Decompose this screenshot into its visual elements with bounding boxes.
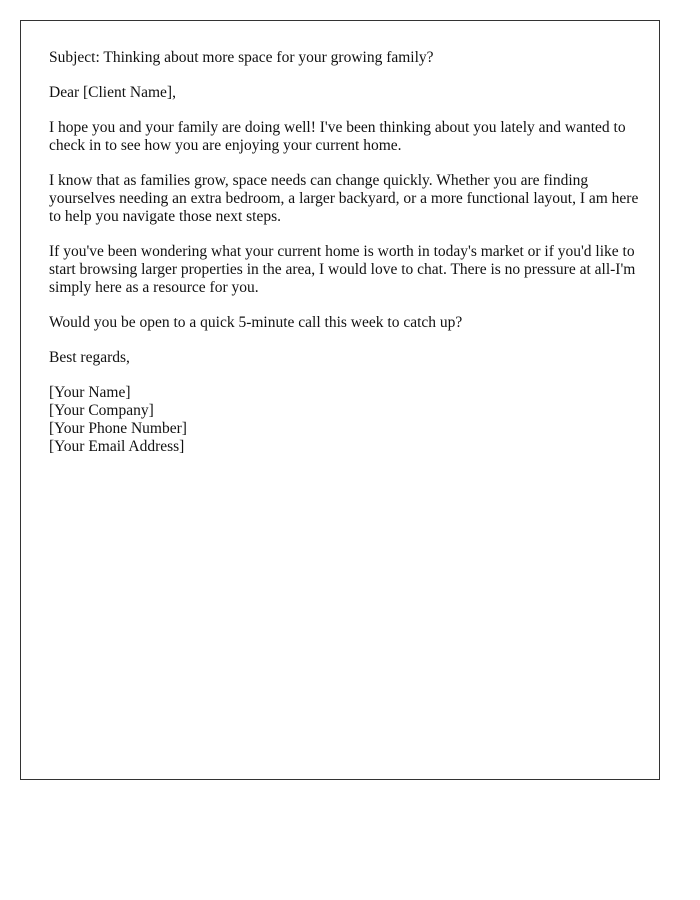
subject-line: Subject: Thinking about more space for your growing family? [49,49,434,66]
signature-company: [Your Company] [49,402,154,419]
paragraph-intro: I hope you and your family are doing well! I've been thinking about you lately and wanted to check in to see how you are enjoying your current home. [49,119,626,154]
signature-email: [Your Email Address] [49,438,185,455]
signature-phone: [Your Phone Number] [49,420,187,437]
paragraph-call-to-action: Would you be open to a quick 5-minute call this week to catch up? [49,314,463,331]
letter-page [20,20,660,780]
paragraph-market: If you've been wondering what your current home is worth in today's market or if you'd like to start browsing larger properties in the area, I would love to chat. There is no pressure at all-I'm simply here as a resource for you. [49,243,636,296]
closing: Best regards, [49,349,130,366]
signature-name: [Your Name] [49,384,131,401]
signature-block [49,384,639,456]
letter-body [49,49,639,456]
salutation: Dear [Client Name], [49,84,176,101]
paragraph-space-needs: I know that as families grow, space needs can change quickly. Whether you are finding yourselves needing an extra bedroom, a larger backyard, or a more functional layout, I am here to help you navigate those next steps. [49,172,639,225]
